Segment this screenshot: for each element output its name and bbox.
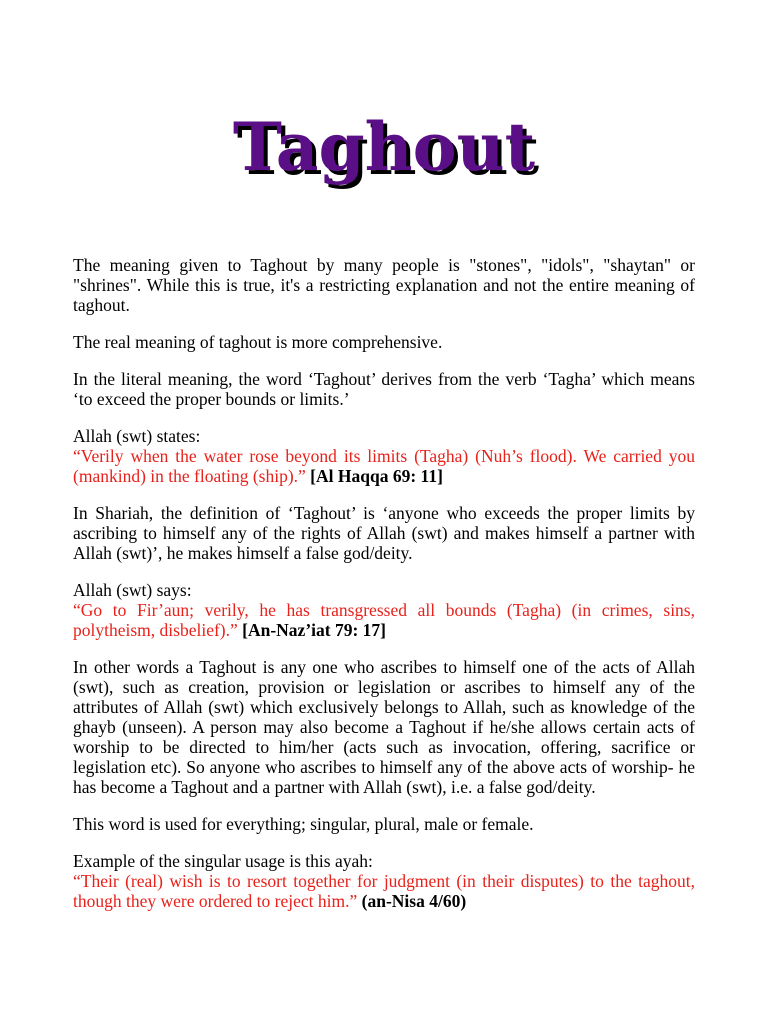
quote-intro: Example of the singular usage is this ayah: (73, 851, 373, 871)
quote-intro: Allah (swt) says: (73, 580, 192, 600)
page-title: Taghout (232, 108, 536, 186)
paragraph-common-meaning: The meaning given to Taghout by many people is "stones", "idols", "shaytan" or "shrines". While this is true, it's a restricting explanation and not the entire meaning of taghout. (73, 255, 695, 315)
paragraph-quote-haqqa (73, 426, 695, 486)
paragraph-literal-meaning: In the literal meaning, the word ‘Taghout’ derives from the verb ‘Tagha’ which means ‘to exceed the proper bounds or limits.’ (73, 369, 695, 409)
quote-reference: [Al Haqqa 69: 11] (310, 466, 443, 486)
paragraph-quote-nisa (73, 851, 695, 911)
paragraph-other-words: In other words a Taghout is any one who ascribes to himself one of the acts of Allah (swt), such as creation, provision or legislation or ascribes to himself any of the attributes of Allah (swt) which exclusively belongs to Allah, such as knowledge of the ghayb (unseen). A person may also become a Taghout if he/she allows certain acts of worship to be directed to him/her (acts such as invocation, offering, sacrifice or legislation etc). So anyone who ascribes to himself any of the above acts of worship- he has become a Taghout and a partner with Allah (swt), i.e. a false god/deity. (73, 657, 695, 797)
quote-intro: Allah (swt) states: (73, 426, 201, 446)
quote-reference: (an-Nisa 4/60) (361, 891, 467, 911)
quote-reference: [An-Naz’iat 79: 17] (242, 620, 386, 640)
quote-text: “Verily when the water rose beyond its limits (Tagha) (Nuh’s flood). We carried you (mankind) in the floating (ship).” (73, 446, 695, 486)
document-body (73, 255, 695, 928)
paragraph-usage: This word is used for everything; singular, plural, male or female. (73, 814, 534, 834)
paragraph-quote-naziat (73, 580, 695, 640)
quote-text: “Their (real) wish is to resort together for judgment (in their disputes) to the taghout, though they were ordered to reject him.” (73, 871, 695, 911)
paragraph-real-meaning: The real meaning of taghout is more comprehensive. (73, 332, 443, 352)
quote-text: “Go to Fir’aun; verily, he has transgressed all bounds (Tagha) (in crimes, sins, polytheism, disbelief).” (73, 600, 695, 640)
paragraph-shariah-definition: In Shariah, the definition of ‘Taghout’ is ‘anyone who exceeds the proper limits by ascribing to himself any of the rights of Allah (swt) and makes himself a partner with Allah (swt)’, he makes himself a false god/deity. (73, 503, 695, 563)
